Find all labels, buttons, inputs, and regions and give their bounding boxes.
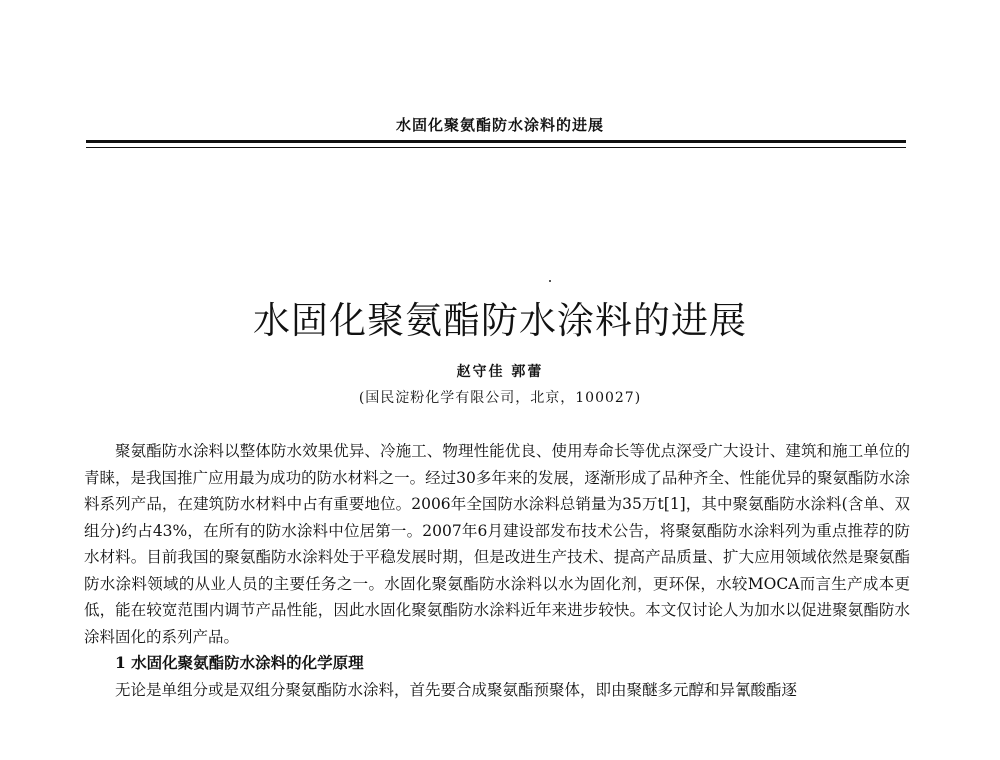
header-rule-thick [86, 140, 906, 143]
intro-paragraph: 聚氨酯防水涂料以整体防水效果优异、冷施工、物理性能优良、使用寿命长等优点深受广大设计、建筑和施工单位的青睐，是我国推广应用最为成功的防水材料之一。经过30多年来的发展，逐渐形成了品种齐全、性能优异的聚氨酯防水涂料系列产品，在建筑防水材料中占有重要地位。2006年全国防水涂料总销量为35万t[1]，其中聚氨酯防水涂料(含单、双组分)约占43%，在所有的防水涂料中位居第一。2007年6月建设部发布技术公告，将聚氨酯防水涂料列为重点推荐的防水材料。目前我国的聚氨酯防水涂料处于平稳发展时期，但是改进生产技术、提高产品质量、扩大应用领域依然是聚氨酯防水涂料领域的从业人员的主要任务之一。水固化聚氨酯防水涂料以水为固化剂，更环保，水较MOCA而言生产成本更低，能在较宽范围内调节产品性能，因此水固化聚氨酯防水涂料近年来进步较快。本文仅讨论人为加水以促进聚氨酯防水涂料固化的系列产品。 [84, 442, 910, 646]
article-authors: 赵守佳 郭蕾 [456, 364, 544, 380]
section-heading: 1 水固化聚氨酯防水涂料的化学原理 [115, 653, 364, 672]
section-paragraph: 无论是单组分或是双组分聚氨酯防水涂料，首先要合成聚氨酯预聚体，即由聚醚多元醇和异氰酸酯逐 [115, 680, 798, 699]
scan-speck [549, 280, 551, 282]
article-body [84, 438, 910, 703]
header-rule-thin [86, 147, 906, 148]
running-header: 水固化聚氨酯防水涂料的进展 [395, 116, 604, 134]
article-affiliation: (国民淀粉化学有限公司，北京，100027) [358, 390, 642, 406]
article-title: 水固化聚氨酯防水涂料的进展 [253, 299, 747, 342]
